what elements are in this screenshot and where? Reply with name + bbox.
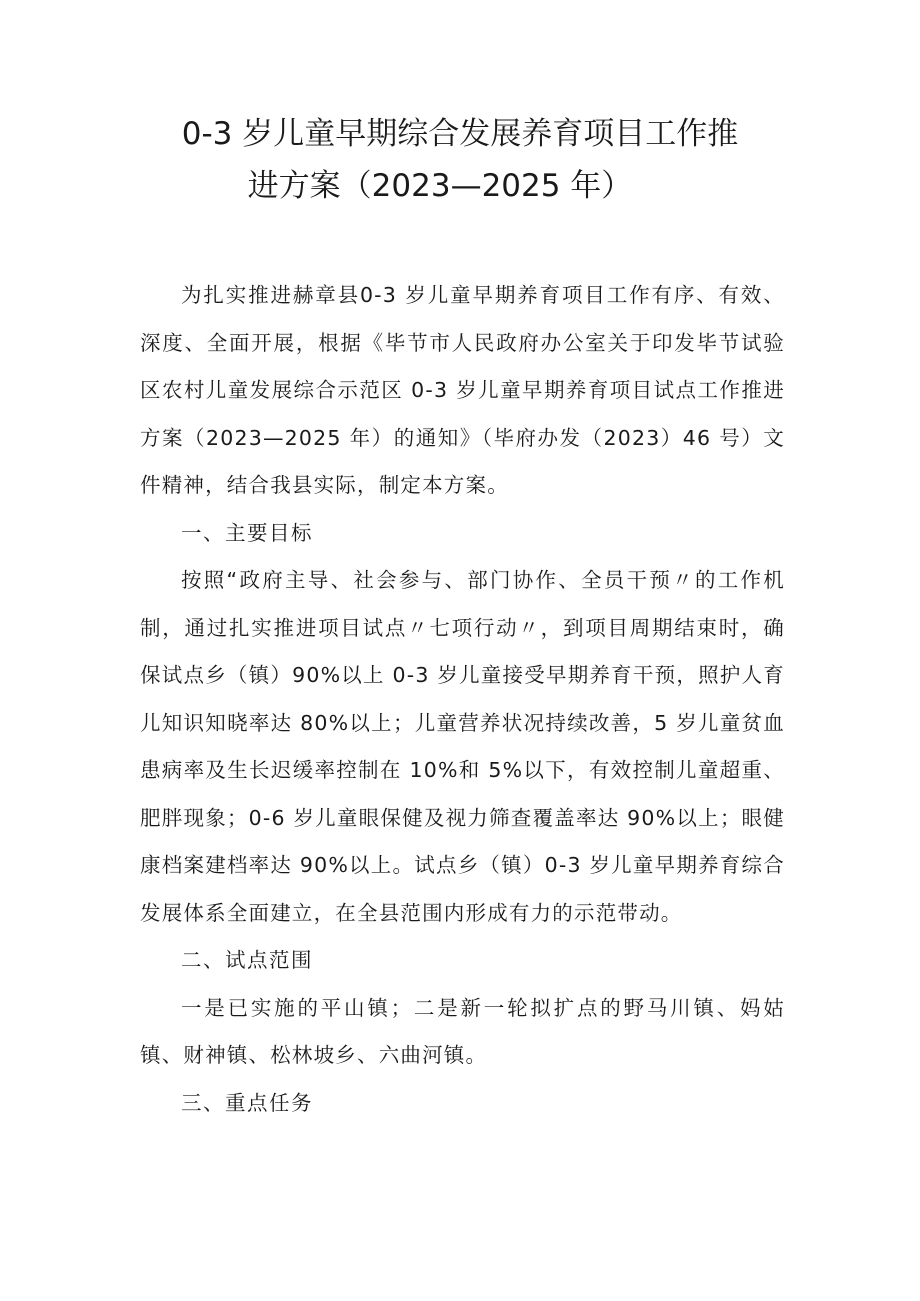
document-body bbox=[140, 272, 785, 1127]
scope-paragraph: 一是已实施的平山镇；二是新一轮拟扩点的野马川镇、妈姑镇、财神镇、松林坡乡、六曲河镇。 bbox=[140, 995, 785, 1067]
goals-paragraph: 按照“政府主导、社会参与、部门协作、全员干预〃的工作机制，通过扎实推进项目试点〃七项行动〃，到项目周期结束时，确保试点乡（镇）90%以上 0-3 岁儿童接受早期养育干预，照护人育儿知识知晓率达 80%以上；儿童营养状况持续改善，5 岁儿童贫血患病率及生长迟缓率控制在 10%和 5%以下，有效控制儿童超重、肥胖现象；0-6 岁儿童眼保健及视力筛查覆盖率达 90%以上；眼健康档案建档率达 90%以上。试点乡（镇）0-3 岁儿童早期养育综合发展体系全面建立，在全县范围内形成有力的示范带动。 bbox=[140, 568, 785, 925]
document-title-line-1: 0-3 岁儿童早期综合发展养育项目工作推 bbox=[181, 116, 739, 152]
section-heading-goals: 一、主要目标 bbox=[181, 520, 313, 545]
intro-paragraph: 为扎实推进赫章县0-3 岁儿童早期养育项目工作有序、有效、深度、全面开展，根据《毕节市人民政府办公室关于印发毕节试验区农村儿童发展综合示范区 0-3 岁儿童早期养育项目试点工作推进方案（2023—2025 年）的通知》（毕府办发（2023）46 号）文件精神，结合我县实际，制定本方案。 bbox=[140, 283, 785, 497]
document-title-line-2: 进方案（2023—2025 年） bbox=[247, 168, 633, 204]
section-heading-scope: 二、试点范围 bbox=[181, 948, 313, 972]
section-heading-tasks: 三、重点任务 bbox=[181, 1090, 313, 1115]
